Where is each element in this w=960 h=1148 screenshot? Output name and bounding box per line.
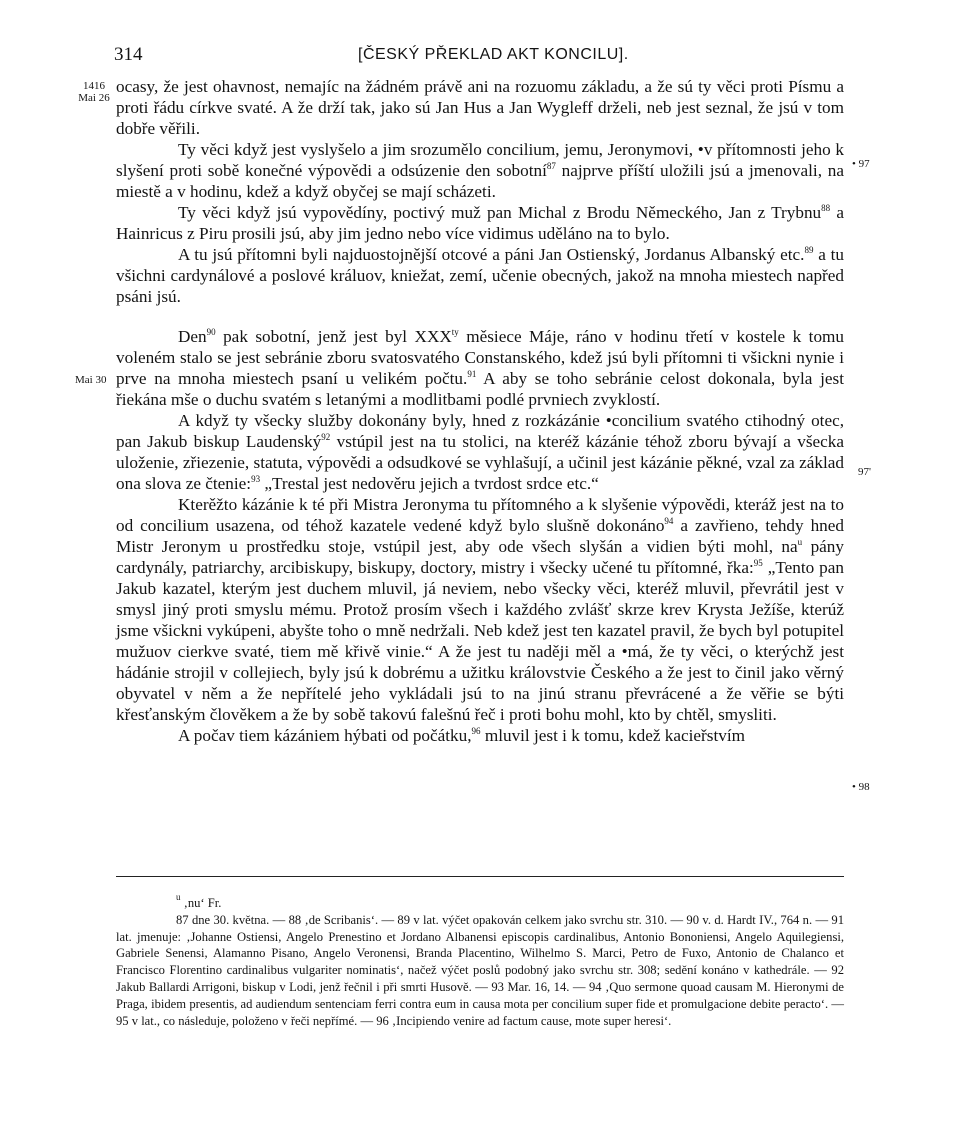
footnote-ref: 89	[804, 245, 814, 255]
footnote-ref: 96	[471, 726, 481, 736]
footnote-ref: 93	[251, 474, 261, 484]
paragraph: Ty věci když jsú vypovědíny, poctivý muž pan Michal z Brodu Německého, Jan z Trybnu$^{88}$ a Hainricus z Piru prosili jsú, aby jim jedno nebo více vidimus uděláno na to bylo.	[116, 203, 844, 243]
footnote-ref: u	[797, 537, 803, 547]
paragraph: A když ty všecky služby dokonány byly, hned z rozkázánie •concilium svatého ctihodný otec, pan Jakub biskup Laudenský$^{92}$ vstúpil jest na tu stolici, na kteréž kázánie téhož zboru bývají a všecka uloženie, zřiezenie, statuta, výpovědi a odsudkové se vyhlašují, a učinil jest kázánie pěkné, vzal za základ ona slova ze čtenie:$^{93}$ „Trestal jest nedověru jejich a tvrdost srdce etc.“	[116, 411, 845, 493]
footnote-ref: 88	[821, 203, 831, 213]
running-head-title: [ČESKÝ PŘEKLAD AKT KONCILU].	[358, 46, 629, 63]
margin-date-may-30: Mai 30	[75, 374, 107, 386]
ordinal-suffix: ty	[451, 327, 459, 337]
footnote-ref: 91	[467, 369, 477, 379]
footnote-ref: 92	[321, 432, 331, 442]
margin-folio-98: • 98	[852, 781, 870, 793]
paragraph: Den$^{90}$ pak sobotní, jenž jest byl $XXX^{ty}$ měsiece Máje, ráno v hodinu třetí v kostele k tomu voleném stalo se jest sebránie zboru svatosvatého Constanského, kdež jsú byli přítomni ti všickni nynie i prve na mnoha miestech psaní u velikém počtu.$^{91}$ A aby se toho sebránie celost dokonala, byla jest řiekána mše o duchu svatém s letanými a modlitbami podlé prvniech zvyklostí.	[116, 327, 845, 409]
footnote-text: 87 dne 30. května. — 88 ‚de Scribanis‘. — 89 v lat. výčet opakován celkem jako svrchu str. 310. — 90 v. d. Hardt IV., 764 n. — 91 lat. jmenuje: ‚Johanne Ostiensi, Angelo Prenestino et Jordano Albanensi episcopis cardinalibus, Antonio Bononiensi, Angelo Aquilegiensi, Gabriele Senensi, Alamanno Pisano, Angelo Veronensi, Branda Placentino, Wilhelmo S. Marci, Petro de Fuxo, Antonio de Chalanco et Francisco Florentino cardinalibus vulgariter nominatis‘, načež výčet poslů podobný jako svrchu str. 308; sedění konáno v kathedrále. — 92 Jakub Ballardi Arrigoni, biskup v Lodi, jenž řečnil i při smrti Husově. — 93 Mar. 16, 14. — 94 ‚Quo sermone quoad causam M. Hieronymi de Praga, ibidem presentis, ad audiendum sentenciam ferri contra eum in causa mota per concilium super fide et promulgacione debite peracto‘. — 95 v lat., co následuje, položeno v řeči nepřímé. — 96 ‚Incipiendo venire ad factum cause, mote super heresi‘.	[116, 912, 844, 1028]
main-text	[116, 76, 844, 746]
footnote-text-variant: $^u$ ‚nu‘ Fr.	[176, 892, 222, 910]
margin-folio-97b: 97'	[858, 466, 871, 478]
paragraph: Ty věci když jest vyslyšelo a jim srozumělo concilium, jemu, Jeronymovi, •v přítomnosti jeho k slyšení proti sobě konečné výpovědi a odsúzenie den sobotní$^{87}$ najprve příští uložili jsú a jmenovali, na miestě a v hodinu, kdež a když obyčej se mají scházeti.	[116, 140, 844, 201]
paragraph: ocasy, že jest ohavnost, nemajíc na žádném právě ani na rozuomu základu, a že sú ty věci proti Písmu a proti řádu církve svaté. A že drží tak, jako sú Jan Hus a Jan Wygleff drželi, neb jest seznal, že jsú v tom dobře věřili.	[116, 77, 844, 138]
footnotes	[116, 892, 844, 1029]
margin-year: 1416	[83, 80, 105, 92]
footnote-ref: 87	[546, 161, 556, 171]
paragraph: A tu jsú přítomni byli najduostojnější otcové a páni Jan Ostienský, Jordanus Albanský etc.$^{89}$ a tu všichni cardynálové a poslové králuov, kniežat, zemí, učenie obecných, jakož na mnoha miestech napřed psáni jsú.	[116, 245, 844, 306]
paragraph: Kterěžto kázánie k té při Mistra Jeronyma tu přítomného a k slyšenie výpovědi, kteráž jest na to od concilium usazena, od téhož kazatele vedené když bylo slušně dokonáno$^{94}$ a zavřieno, tehdy hned Mistr Jeronym u prostředku stoje, vstúpil jest, aby ode všech slyšán a vidien býti mohl, $na^u$ pány cardynály, patriarchy, arcibiskupy, biskupy, doctory, mistry i všecky učené tu přítomné, řka:$^{95}$ „Tento pan Jakub kazatel, kterým jest duchem mluvil, já neviem, nebo všecky věci, kteréž mluvil, převrátil jest v smysl jiný proti smyslu mému. Protož prosím všech i každého zvlášť skrze krev Krysta Ježíše, kterúž jsme všickni vykúpeni, abyšte toho o mně nedržali. Neb kdež jest ten kazatel pravil, že bych byl potupitel mužuov cierkve svaté, tiem mě křivě vinie.“ A že jest tu naději měl a •má, že ty věci, o kterýchž jest hádánie strojil v collejiech, byly jsú k dobrému a užitku královstvie Českého a že jest to činil jako věrný obyvatel v něm a že nepřítelé jeho vykládali jsú to na jinú stranu převrácené a že věřie se býti křesťanským člověkem a že by sobě takovú falešnú řeč i proti bohu mohl, kto by chtěl, smysliti.	[116, 495, 845, 724]
footnote-ref: 95	[753, 558, 763, 568]
running-header	[0, 44, 960, 70]
footnote-divider	[116, 876, 844, 877]
paragraph: A počav tiem kázániem hýbati od počátku,$^{96}$ mluvil jest i k tomu, kdež kacieřstvím	[178, 726, 745, 745]
margin-date-may-26: Mai 26	[78, 92, 110, 104]
footnote-ref: 94	[664, 516, 674, 526]
margin-year-date	[77, 80, 111, 104]
margin-folio-97: • 97	[852, 158, 870, 170]
page-number: 314	[114, 44, 143, 65]
footnote-ref: 90	[206, 327, 216, 337]
